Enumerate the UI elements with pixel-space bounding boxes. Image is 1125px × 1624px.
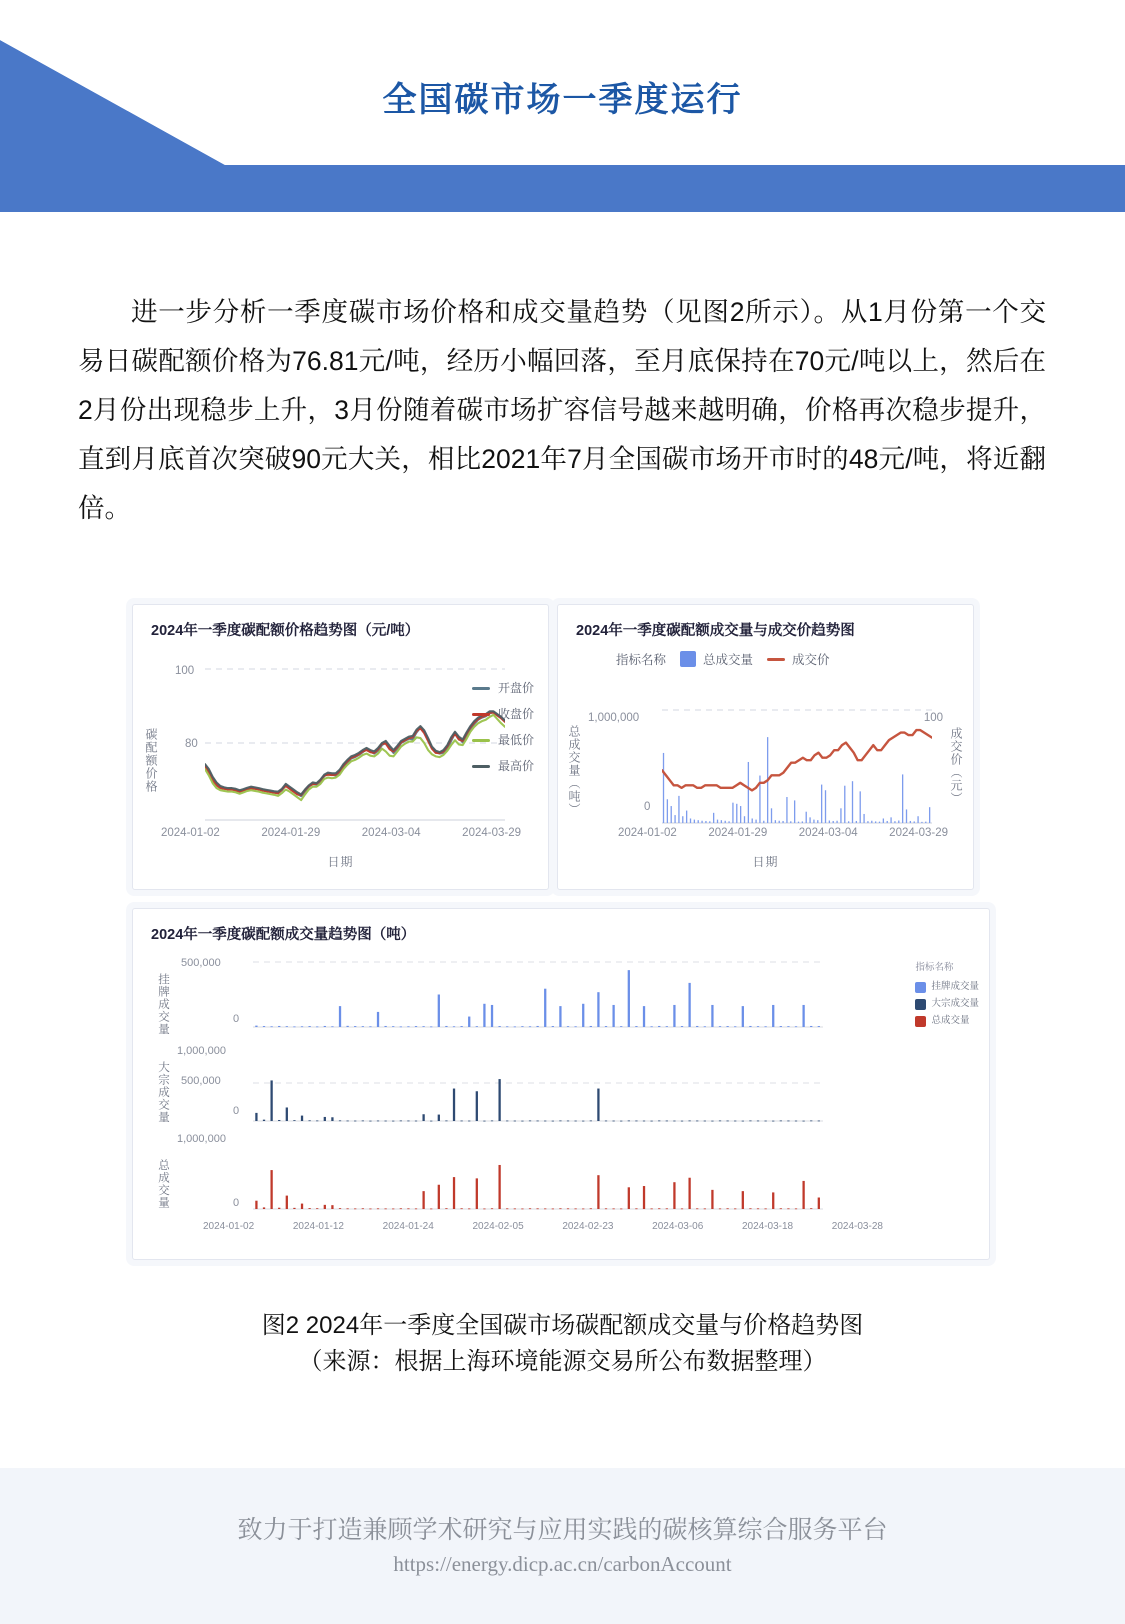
chart3-legend-label-0: 挂牌成交量 bbox=[931, 981, 979, 992]
chart3-panel1-plot bbox=[253, 1045, 823, 1129]
chart1-plot bbox=[205, 657, 505, 832]
chart3-p1-ytick-mid: 500,000 bbox=[181, 1075, 221, 1087]
chart3-xtick-0: 2024-01-02 bbox=[203, 1221, 255, 1232]
close-price-swatch-icon bbox=[472, 713, 490, 716]
top-chart-row bbox=[132, 604, 994, 890]
chart1-xtick-2: 2024-03-04 bbox=[361, 827, 421, 839]
chart3-legend-item-0[interactable] bbox=[915, 980, 979, 994]
chart3-xtick-1: 2024-01-12 bbox=[292, 1221, 344, 1232]
chart-volume-breakdown-title: 2024年一季度碳配额成交量趋势图（吨） bbox=[151, 927, 416, 943]
chart2-plot bbox=[662, 705, 932, 830]
chart2-legend-title: 指标名称 bbox=[616, 653, 667, 667]
chart1-legend-label-1: 收盘价 bbox=[497, 707, 534, 721]
chart3-legend-label-2: 总成交量 bbox=[931, 1015, 970, 1026]
listed-volume-swatch-icon bbox=[915, 982, 926, 993]
chart-volume-breakdown bbox=[132, 908, 990, 1260]
chart-price-trend-title: 2024年一季度碳配额价格趋势图（元/吨） bbox=[151, 623, 420, 639]
chart1-legend-label-0: 开盘价 bbox=[497, 681, 534, 695]
chart2-xtick-3: 2024-03-29 bbox=[889, 827, 948, 839]
chart3-p2-ytick-max: 1,000,000 bbox=[177, 1133, 226, 1145]
high-price-swatch-icon bbox=[472, 765, 490, 768]
chart2-legend-label-0: 总成交量 bbox=[703, 653, 754, 667]
chart2-xtick-0: 2024-01-02 bbox=[618, 827, 677, 839]
total-volume-swatch-icon bbox=[680, 651, 696, 667]
chart2-legend bbox=[558, 640, 973, 668]
block-volume-swatch-icon bbox=[915, 999, 926, 1010]
chart2-ytick-left-zero: 0 bbox=[644, 801, 651, 813]
chart2-xtick-1: 2024-01-29 bbox=[708, 827, 768, 839]
chart3-legend-title: 指标名称 bbox=[915, 962, 954, 973]
chart2-y-left-label: 总成交量（吨） bbox=[567, 724, 581, 816]
chart-volume-price bbox=[557, 604, 974, 890]
chart2-y-right-label: 成交价（元） bbox=[949, 727, 963, 805]
chart3-legend-item-2[interactable] bbox=[915, 1014, 979, 1028]
chart3-panel2-label: 总成交量 bbox=[157, 1159, 169, 1209]
chart3-panel1-label: 大宗成交量 bbox=[157, 1060, 169, 1124]
chart3-x-ticks bbox=[203, 1221, 883, 1232]
chart3-xtick-2: 2024-01-24 bbox=[382, 1221, 434, 1232]
chart1-ytick-80: 80 bbox=[185, 738, 198, 750]
chart3-p1-ytick-zero: 0 bbox=[233, 1105, 240, 1117]
chart1-x-ticks bbox=[161, 827, 521, 839]
chart3-panel2-plot bbox=[253, 1137, 823, 1217]
chart1-legend-item-2[interactable] bbox=[472, 727, 534, 753]
chart3-xtick-7: 2024-03-28 bbox=[831, 1221, 883, 1232]
figure-caption-line2: （来源：根据上海环境能源交易所公布数据整理） bbox=[298, 1348, 827, 1375]
chart3-legend bbox=[915, 961, 979, 1031]
chart3-xtick-4: 2024-02-23 bbox=[562, 1221, 614, 1232]
figure-container bbox=[132, 604, 994, 1260]
chart1-y-axis-label: 碳配额价格 bbox=[144, 727, 158, 793]
chart3-legend-item-1[interactable] bbox=[915, 997, 979, 1011]
chart2-x-axis-label: 日期 bbox=[752, 855, 779, 869]
total-volume-swatch-icon-2 bbox=[915, 1016, 926, 1027]
page-title: 全国碳市场一季度运行 bbox=[382, 81, 743, 119]
chart1-legend-label-3: 最高价 bbox=[497, 759, 534, 773]
chart1-legend bbox=[472, 675, 534, 779]
figure-caption-line1: 图2 2024年一季度全国碳市场碳配额成交量与价格趋势图 bbox=[261, 1312, 864, 1339]
chart3-p1-ytick-max: 1,000,000 bbox=[177, 1045, 226, 1057]
chart2-legend-item-1[interactable] bbox=[767, 650, 830, 668]
chart3-xtick-3: 2024-02-05 bbox=[472, 1221, 524, 1232]
page-footer bbox=[0, 1468, 1125, 1624]
chart1-ytick-100: 100 bbox=[175, 665, 195, 677]
chart3-panel0-plot bbox=[253, 957, 823, 1035]
chart3-panel0-label: 挂牌成交量 bbox=[157, 972, 169, 1036]
chart1-legend-item-3[interactable] bbox=[472, 753, 534, 779]
chart1-x-axis-label: 日期 bbox=[327, 855, 354, 869]
footer-slogan: 致力于打造兼顾学术研究与应用实践的碳核算综合服务平台 bbox=[237, 1516, 888, 1544]
footer-url[interactable]: https://energy.dicp.ac.cn/carbonAccount bbox=[393, 1552, 732, 1576]
chart3-xtick-5: 2024-03-06 bbox=[652, 1221, 704, 1232]
chart3-p2-ytick-zero: 0 bbox=[233, 1197, 240, 1209]
page-header-banner bbox=[0, 0, 1125, 212]
chart-volume-price-title: 2024年一季度碳配额成交量与成交价趋势图 bbox=[576, 623, 855, 639]
chart3-p0-ytick-max: 500,000 bbox=[181, 957, 221, 969]
chart1-legend-label-2: 最低价 bbox=[497, 733, 534, 747]
chart2-ytick-right-max: 100 bbox=[923, 712, 943, 724]
body-paragraph: 进一步分析一季度碳市场价格和成交量趋势（见图2所示）。从1月份第一个交易日碳配额价格为76.81元/吨，经历小幅回落，至月底保持在70元/吨以上，然后在2月份出现稳步上升，3月份随着碳市场扩容信号越来越明确，价格再次稳步提升，直到月底首次突破90元大关，相比2021年7月全国碳市场开市时的48元/吨，将近翻倍。 bbox=[78, 297, 1046, 523]
chart2-legend-label-1: 成交价 bbox=[792, 653, 830, 667]
trade-price-swatch-icon bbox=[767, 658, 785, 661]
chart3-p0-ytick-zero: 0 bbox=[233, 1013, 240, 1025]
chart1-legend-item-1[interactable] bbox=[472, 701, 534, 727]
low-price-swatch-icon bbox=[472, 739, 490, 742]
chart3-legend-label-1: 大宗成交量 bbox=[931, 998, 979, 1009]
chart2-xtick-2: 2024-03-04 bbox=[798, 827, 858, 839]
chart2-x-ticks bbox=[618, 827, 948, 839]
chart-price-trend bbox=[132, 604, 549, 890]
open-price-swatch-icon bbox=[472, 687, 490, 690]
chart1-xtick-0: 2024-01-02 bbox=[161, 827, 220, 839]
chart1-xtick-1: 2024-01-29 bbox=[261, 827, 321, 839]
chart3-xtick-6: 2024-03-18 bbox=[741, 1221, 794, 1232]
chart1-xtick-3: 2024-03-29 bbox=[462, 827, 521, 839]
figure-caption bbox=[0, 1308, 1125, 1380]
chart2-ytick-left-max: 1,000,000 bbox=[588, 712, 640, 724]
chart2-legend-item-0[interactable] bbox=[680, 650, 753, 668]
chart1-legend-item-0[interactable] bbox=[472, 675, 534, 701]
